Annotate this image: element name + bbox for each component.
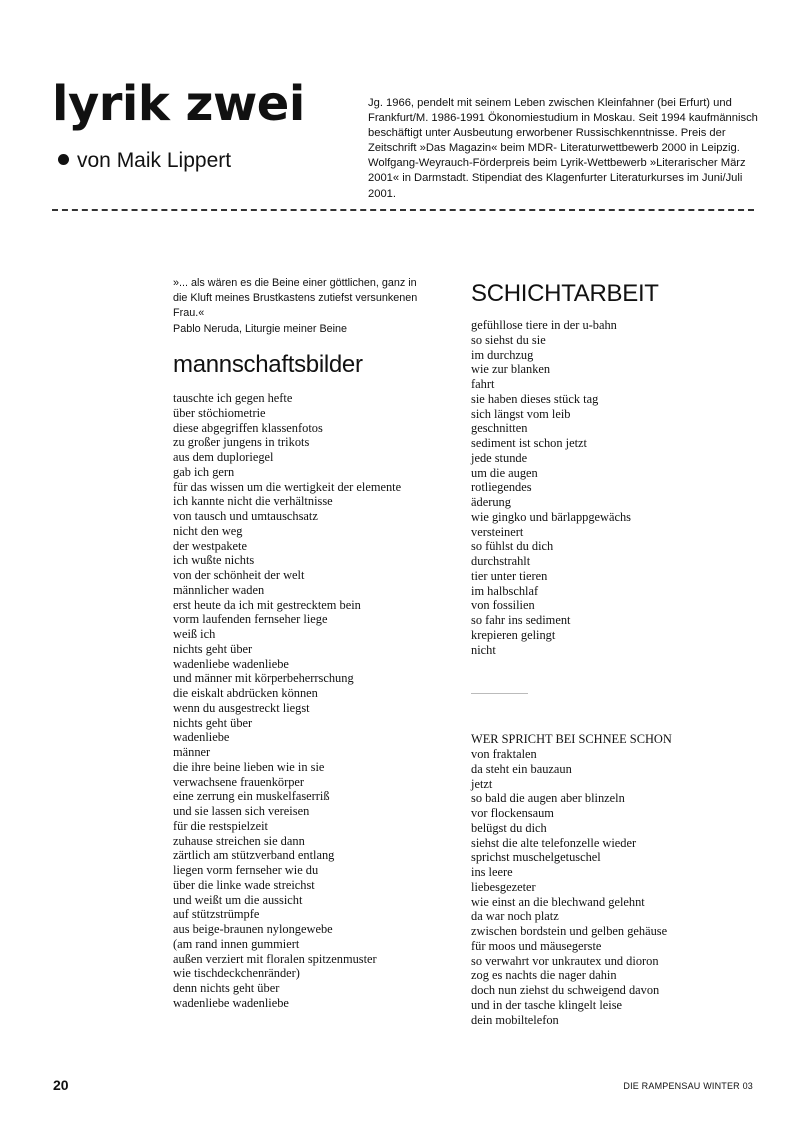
verse-line: vorm laufenden fernseher liege [173,612,328,627]
verse-line: nicht [471,642,496,657]
verse-line: von fraktalen [471,747,537,761]
verse-line: sich längst vom leib [471,406,571,421]
verse-line: männer [173,745,211,759]
verse-line: wenn du ausgestreckt liegst [173,700,310,715]
poem-schichtarbeit [471,318,631,657]
verse-line: wie tischdeckchenränder) [173,966,300,981]
verse-line: gefühllose tiere in der u-bahn [471,318,617,332]
verse-line: männlicher waden [173,582,265,597]
verse-line: im durchzug [471,347,534,362]
verse-line: sprichst muschelgetuschel [471,850,601,865]
verse-line: denn nichts geht über [173,981,280,995]
verse-line: um die augen [471,465,538,480]
verse-line: weiß ich [173,627,216,641]
epigraph-quote: »... als wären es die Beine einer göttlichen, ganz in die Kluft meines Brustkastens zutiefst versunkenen Frau.« [173,277,418,320]
verse-line: zu großer jungens in trikots [173,435,310,450]
verse-line: für moos und mäusegerste [471,938,602,953]
verse-line: versteinert [471,524,524,539]
verse-line: und männer mit körperbeherrschung [173,671,354,686]
verse-line: von der schönheit der welt [173,568,305,582]
verse-line: vor flockensaum [471,806,554,820]
verse-line: und in der tasche klingelt leise [471,997,623,1012]
verse-line: nicht den weg [173,523,243,538]
verse-line: sie haben dieses stück tag [471,391,599,406]
verse-line: äderung [471,495,511,509]
poem-wer-spricht [471,747,667,1027]
verse-line: zog es nachts die nager dahin [471,968,617,983]
epigraph [173,276,429,337]
poem-separator [471,693,528,694]
verse-line: zuhause streichen sie dann [173,833,305,848]
verse-line: von fossilien [471,598,535,613]
verse-line: dein mobiltelefon [471,1012,559,1027]
verse-line: so siehst du sie [471,332,546,347]
verse-line: krepieren gelingt [471,627,556,642]
verse-line: wie einst an die blechwand gelehnt [471,894,645,909]
verse-line: ich wußte nichts [173,553,255,568]
verse-line: siehst die alte telefonzelle wieder [471,835,637,850]
verse-line: nichts geht über [173,641,253,656]
verse-line: da steht ein bauzaun [471,761,572,776]
verse-line: fahrt [471,377,495,391]
verse-line: jetzt [471,776,493,791]
verse-line: jede stunde [471,450,528,465]
verse-line: auf stützstrümpfe [173,907,260,922]
verse-line: erst heute da ich mit gestrecktem bein [173,597,361,612]
verse-line: über die linke wade streichst [173,877,315,892]
verse-line: diese abgegriffen klassenfotos [173,420,323,435]
verse-line: wie gingko und bärlappgewächs [471,509,632,524]
verse-line: so fühlst du dich [471,539,554,554]
verse-line: für das wissen um die wertigkeit der elemente [173,479,402,494]
verse-line: wadenliebe wadenliebe [173,995,289,1010]
author-line [58,150,231,171]
poem-title-mannschaftsbilder: mannschaftsbilder [173,351,363,378]
verse-line: rotliegendes [471,480,532,495]
page-title: lyrik zwei [52,76,305,132]
verse-line: wadenliebe wadenliebe [173,656,289,671]
verse-line: eine zerrung ein muskelfaserriß [173,789,330,804]
verse-line: so verwahrt vor unkrautex und dioron [471,953,659,968]
verse-line: da war noch platz [471,909,559,924]
verse-line: tauschte ich gegen hefte [173,391,293,405]
verse-line: gab ich gern [173,464,235,479]
poem-mannschaftsbilder [173,391,401,1011]
verse-line: doch nun ziehst du schweigend davon [471,983,660,997]
verse-line: wie zur blanken [471,362,551,377]
verse-line: zärtlich am stützverband entlang [173,848,335,863]
verse-line: und sie lassen sich vereisen [173,804,310,818]
verse-line: nichts geht über [173,715,253,730]
verse-line: die ihre beine lieben wie in sie [173,759,325,774]
verse-line: ich kannte nicht die verhältnisse [173,494,333,509]
verse-line: verwachsene frauenkörper [173,774,305,789]
bullet-icon [58,154,69,165]
verse-line: der westpakete [173,538,247,553]
verse-line: durchstrahlt [471,554,531,568]
verse-line: die eiskalt abdrücken können [173,686,318,700]
verse-line: und weißt um die aussicht [173,892,303,907]
verse-line: belügst du dich [471,820,547,835]
verse-line: von tausch und umtauschsatz [173,509,318,523]
verse-line: im halbschlaf [471,583,539,598]
verse-line: geschnitten [471,421,528,436]
verse-line: für die restspielzeit [173,818,268,833]
verse-line: so fahr ins sediment [471,613,571,627]
epigraph-source: Pablo Neruda, Liturgie meiner Beine [173,322,348,335]
verse-line: tier unter tieren [471,568,548,583]
dashed-divider [52,209,754,211]
verse-line: aus beige-braunen nylongewebe [173,922,333,936]
poem-title-schichtarbeit: SCHICHTARBEIT [471,280,659,307]
verse-line: zwischen bordstein und gelben gehäuse [471,924,668,938]
magazine-footer: DIE RAMPENSAU WINTER 03 [623,1081,753,1091]
verse-line: liebesgezeter [471,879,536,894]
verse-line: so bald die augen aber blinzeln [471,791,625,806]
verse-line: aus dem duploriegel [173,450,274,464]
verse-line: sediment ist schon jetzt [471,436,587,450]
author-bio: Jg. 1966, pendelt mit seinem Leben zwischen Kleinfahner (bei Erfurt) und Frankfurt/M. 1986-1991 Ökonomiestudium in Moskau. Seit 1994 kaufmännisch beschäftigt unter Ausbeutung erworbener Russischkenntnisse. Preis der Zeitschrift »Das Magazin« beim MDR- Literaturwettbewerb 2000 in Leipzig. Wolfgang-Weyrauch-Förderpreis beim Lyrik-Wettbewerb »Literarischer März 2001« in Darmstadt. Stipendiat des Klagenfurter Literaturkurses im Juni/Juli 2001. [368,97,758,200]
verse-line: ins leere [471,865,513,879]
author-name: von Maik Lippert [77,149,232,172]
verse-line: wadenliebe [173,730,230,745]
verse-line: außen verziert mit floralen spitzenmuster [173,951,377,966]
verse-line: liegen vorm fernseher wie du [173,863,319,877]
verse-line: über stöchiometrie [173,405,266,420]
poem-title-wer-spricht: WER SPRICHT BEI SCHNEE SCHON [471,732,672,746]
verse-line: (am rand innen gummiert [173,936,300,951]
page-number: 20 [53,1077,69,1093]
